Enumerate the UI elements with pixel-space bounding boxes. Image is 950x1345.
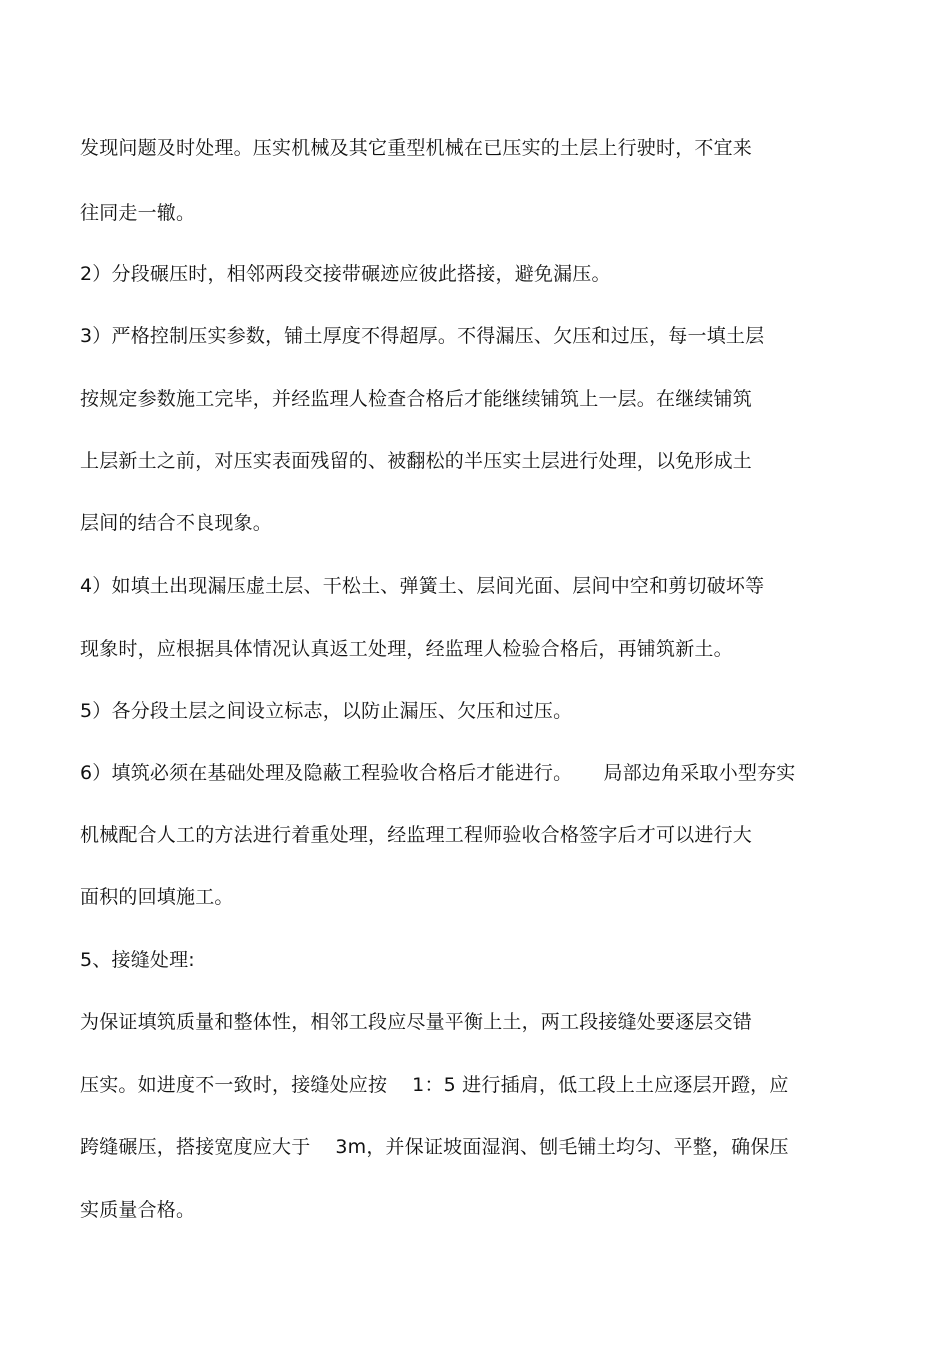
text-line: 层间的结合不良现象。	[80, 512, 273, 534]
text-line: 发现问题及时处理。压实机械及其它重型机械在已压实的土层上行驶时，不宜来	[80, 137, 753, 159]
text-line: 实质量合格。	[80, 1199, 196, 1221]
text-line: 现象时，应根据具体情况认真返工处理，经监理人检验合格后，再铺筑新土。	[80, 638, 733, 660]
section-heading: 5、接缝处理:	[80, 949, 195, 971]
text-line: 跨缝碾压，搭接宽度应大于 3m，并保证坡面湿润、刨毛铺土均匀、平整，确保压	[80, 1136, 789, 1158]
text-line: 为保证填筑质量和整体性，相邻工段应尽量平衡上土，两工段接缝处要逐层交错	[80, 1011, 753, 1033]
text-line: 3）严格控制压实参数，铺土厚度不得超厚。不得漏压、欠压和过压，每一填土层	[80, 325, 765, 347]
text-line: 按规定参数施工完毕，并经监理人检查合格后才能继续铺筑上一层。在继续铺筑	[80, 388, 753, 410]
text-line: 面积的回填施工。	[80, 886, 234, 908]
text-line: 4）如填土出现漏压虚土层、干松土、弹簧土、层间光面、层间中空和剪切破坏等	[80, 575, 765, 597]
text-line: 6）填筑必须在基础处理及隐蔽工程验收合格后才能进行。 局部边角采取小型夯实	[80, 762, 796, 784]
text-line: 机械配合人工的方法进行着重处理，经监理工程师验收合格签字后才可以进行大	[80, 824, 753, 846]
text-line: 5）各分段土层之间设立标志，以防止漏压、欠压和过压。	[80, 700, 573, 722]
text-line: 2）分段碾压时，相邻两段交接带碾迹应彼此搭接，避免漏压。	[80, 263, 611, 285]
text-line: 往同走一辙。	[80, 202, 196, 224]
text-line: 上层新土之前，对压实表面残留的、被翻松的半压实土层进行处理，以免形成土	[80, 450, 753, 472]
text-line: 压实。如进度不一致时，接缝处应按 1：5 进行插肩，低工段上土应逐层开蹬，应	[80, 1074, 789, 1096]
